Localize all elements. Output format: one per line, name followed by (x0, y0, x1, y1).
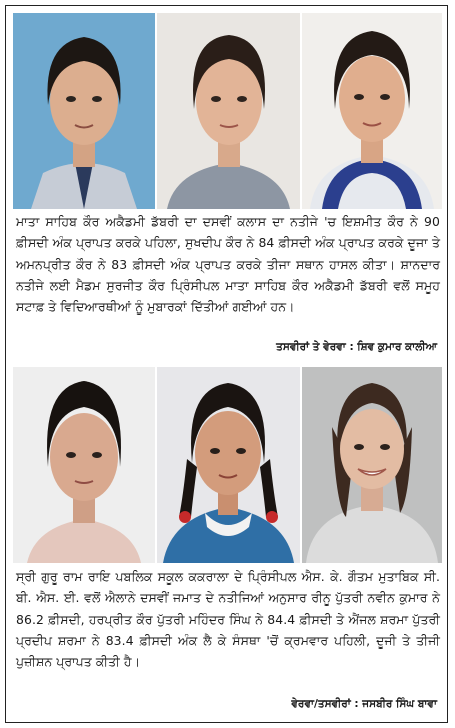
photo-student-2 (157, 13, 300, 209)
story1-credit: ਤਸਵੀਰਾਂ ਤੇ ਵੇਰਵਾ : ਸ਼ਿਵ ਕੁਮਾਰ ਕਾਲੀਆ (276, 341, 437, 353)
story1-paragraph: ਮਾਤਾ ਸਾਹਿਬ ਕੌਰ ਅਕੈਡਮੀ ਡੱਬਰੀ ਦਾ ਦਸਵੀਂ ਕਲਾਸ ਦਾ ਨਤੀਜੇ 'ਚ ਇਸ਼ਮੀਤ ਕੌਰ ਨੇ 90 ਫ਼ੀਸਦੀ ਅੰਕ ਪ੍ਰਾਪਤ ਕਰਕੇ ਪਹਿਲਾ, ਸੁਖਦੀਪ ਕੌਰ ਨੇ 84 ਫ਼ੀਸਦੀ ਅੰਕ ਪ੍ਰਾਪਤ ਕਰਕੇ ਦੂਜਾ ਤੇ ਅਮਨਪ੍ਰੀਤ ਕੌਰ ਨੇ 83 ਫ਼ੀਸਦੀ ਅੰਕ ਪ੍ਰਾਪਤ ਕਰਕੇ ਤੀਜਾ ਸਥਾਨ ਹਾਸਲ ਕੀਤਾ। ਸ਼ਾਨਦਾਰ ਨਤੀਜੇ ਲਈ ਮੈਡਮ ਸੁਰਜੀਤ ਕੌਰ ਪ੍ਰਿੰਸੀਪਲ ਮਾਤਾ ਸਾਹਿਬ ਕੌਰ ਅਕੈਡਮੀ ਡੱਬਰੀ ਵਲੋਂ ਸਮੂਹ ਸਟਾਫ਼ ਤੇ ਵਿਦਿਆਰਥੀਆਂ ਨੂੰ ਮੁਬਾਰਕਾਂ ਦਿੱਤੀਆਂ ਗਈਆਂ ਹਨ। (16, 214, 440, 315)
photo-student-6 (302, 367, 442, 563)
photo-student-4 (13, 367, 155, 563)
photo-student-1 (13, 13, 155, 209)
news-clipping (5, 5, 448, 723)
story2-credit: ਵੇਰਵਾ/ਤਸਵੀਰਾਂ : ਜਸਬੀਰ ਸਿੰਘ ਬਾਵਾ (291, 698, 437, 710)
photo-student-3 (302, 13, 442, 209)
photo-student-5 (157, 367, 300, 563)
story2-paragraph: ਸ੍ਰੀ ਗੁਰੂ ਰਾਮ ਰਾਇ ਪਬਲਿਕ ਸਕੂਲ ਕਕਰਾਲਾ ਦੇ ਪ੍ਰਿੰਸੀਪਲ ਐਸ. ਕੇ. ਗੌਤਮ ਮੁਤਾਬਿਕ ਸੀ. ਬੀ. ਐਸ. ਈ. ਵਲੋਂ ਐਲਾਨੇ ਦਸਵੀਂ ਜਮਾਤ ਦੇ ਨਤੀਜਿਆਂ ਅਨੁਸਾਰ ਰੀਨੂ ਪੁੱਤਰੀ ਨਵੀਨ ਕੁਮਾਰ ਨੇ 86.2 ਫ਼ੀਸਦੀ, ਹਰਪ੍ਰੀਤ ਕੌਰ ਪੁੱਤਰੀ ਮਹਿੰਦਰ ਸਿੰਘ ਨੇ 84.4 ਫ਼ੀਸਦੀ ਤੇ ਐਂਜਲ ਸ਼ਰਮਾ ਪੁੱਤਰੀ ਪ੍ਰਦੀਪ ਸ਼ਰਮਾ ਨੇ 83.4 ਫ਼ੀਸਦੀ ਅੰਕ ਲੈ ਕੇ ਸੰਸਥਾ 'ਚੋਂ ਕ੍ਰਮਵਾਰ ਪਹਿਲੀ, ਦੂਜੀ ਤੇ ਤੀਜੀ ਪੁਜ਼ੀਸ਼ਨ ਪ੍ਰਾਪਤ ਕੀਤੀ ਹੈ। (16, 569, 440, 670)
